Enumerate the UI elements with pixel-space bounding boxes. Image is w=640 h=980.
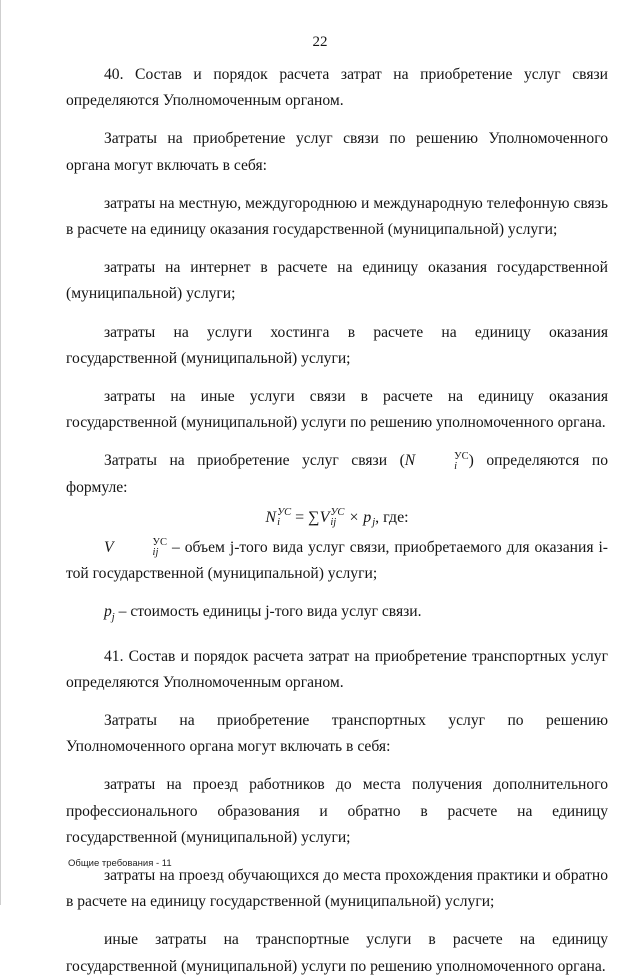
formula-intro-sub: i: [454, 460, 458, 472]
formula-v-symbol: V: [319, 508, 330, 526]
definition-p-symbol: p: [104, 603, 112, 621]
definition-v-symbol: V: [104, 538, 114, 556]
formula-lhs-sup: УС: [277, 507, 292, 519]
definition-v-indices: [115, 538, 167, 558]
paragraph-40: 40. Состав и порядок расчета затрат на приобретение услуг связи определяются Уполномоченным органом.: [66, 66, 608, 110]
paragraph-other-communication-costs: затраты на иные услуги связи в расчете на единицу оказания государственной (муниципальной) услуги по решению уполномоченного органа.: [66, 388, 608, 432]
formula-equals-sum: = ∑: [291, 508, 320, 526]
paragraph-transport-costs-intro: Затраты на приобретение транспортных услуг по решению Уполномоченного органа могут включать в себя:: [66, 711, 608, 756]
formula-v-sub: ij: [330, 517, 337, 529]
formula-tail: , где:: [375, 508, 409, 526]
formula: [66, 503, 608, 533]
definition-p-text: – стоимость единицы j-того вида услуг связи.: [114, 603, 422, 621]
paragraph-communication-costs-intro: Затраты на приобретение услуг связи по решению Уполномоченного органа могут включать в себя:: [66, 130, 608, 174]
definition-p-sub: j: [111, 612, 115, 624]
paragraph-internet-costs: затраты на интернет в расчете на единицу оказания государственной (муниципальной) услуги;: [66, 259, 608, 303]
definition-v-sub: ij: [152, 547, 159, 559]
formula-lhs-symbol: N: [265, 508, 277, 526]
paragraph-41: 41. Состав и порядок расчета затрат на приобретение транспортных услуг определяются Уполномоченным органом.: [66, 647, 608, 691]
formula-intro-before: Затраты на приобретение услуг связи (: [104, 452, 405, 470]
formula-intro-sup: УС: [454, 450, 469, 462]
paragraph-student-travel-costs: затраты на проезд обучающихся до места прохождения практики и обратно в расчете на единицу государственной (муниципальной) услуги;: [66, 866, 608, 911]
formula-v-sup: УС: [330, 507, 345, 519]
formula-lhs-indices: [277, 508, 291, 528]
footer-note: Общие требования - 11: [68, 858, 172, 869]
paragraph-telephone-costs: затраты на местную, междугороднюю и международную телефонную связь в расчете на единицу оказания государственной (муниципальной) услуги;: [66, 194, 608, 239]
formula-intro-symbol: N: [404, 452, 416, 470]
formula-intro-indices: [416, 452, 468, 472]
formula-intro-after: ) определяются по формуле:: [66, 452, 609, 496]
definition-v: [66, 535, 608, 587]
formula-lhs-sub: i: [277, 517, 280, 529]
formula-times-p: × p: [344, 508, 372, 526]
formula-p-sub: j: [372, 517, 376, 529]
page-number: 22: [312, 34, 328, 50]
formula-v-indices: [330, 508, 344, 528]
definition-p: [66, 599, 608, 631]
definition-v-text: – объем j-того вида услуг связи, приобретаемого для оказания i-той государственной (муниципальной) услуги;: [66, 538, 608, 583]
paragraph-hosting-costs: затраты на услуги хостинга в расчете на единицу оказания государственной (муниципальной) услуги;: [66, 323, 608, 367]
paragraph-staff-travel-costs: затраты на проезд работников до места получения дополнительного профессионального образования и обратно в расчете на единицу государственной (муниципальной) услуги;: [66, 776, 608, 846]
definition-v-sup: УС: [152, 537, 167, 549]
paragraph-other-transport-costs: иные затраты на транспортные услуги в расчете на единицу государственной (муниципальной) услуги по решению уполномоченного органа.: [66, 931, 608, 975]
document-body: [66, 62, 608, 980]
formula-intro: [66, 448, 608, 500]
